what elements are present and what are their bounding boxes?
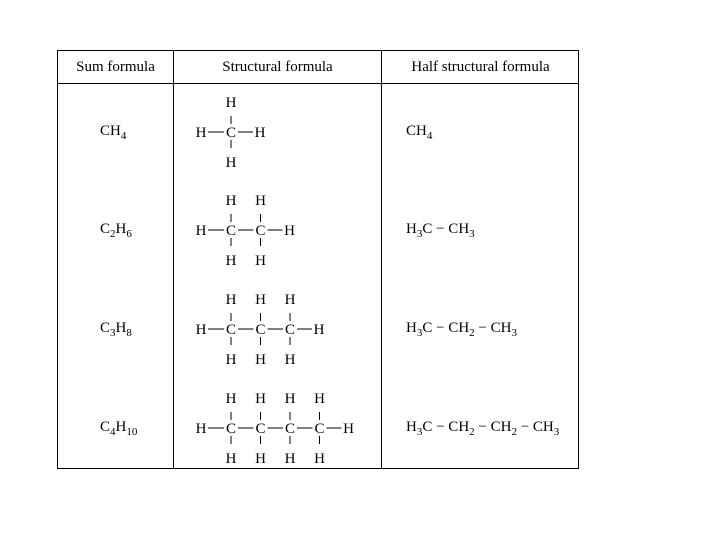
hydrogen-atom: H: [195, 421, 207, 437]
hydrogen-atom: H: [255, 292, 266, 308]
sum-formula-subscript: 6: [126, 228, 132, 240]
carbon-atom: C: [225, 421, 237, 437]
sum-formula-text: C: [100, 419, 111, 435]
hydrogen-atom: H: [195, 125, 207, 141]
half-structural-formula-subscript: 2: [511, 426, 517, 438]
hydrogen-atom: H: [195, 322, 207, 338]
half-structural-formula-subscript: 3: [469, 228, 475, 240]
hydrogen-atom: H: [195, 223, 207, 239]
hydrogen-atom: H: [225, 391, 237, 407]
half-structural-formula-text: − CH: [516, 419, 554, 435]
hydrogen-atom: H: [284, 223, 295, 239]
hydrogen-atom: H: [255, 253, 266, 269]
alkane-formula-table: [57, 50, 579, 469]
half-structural-formula-text: H: [406, 320, 417, 336]
half-structural-formula-subscript: 3: [511, 327, 517, 339]
carbon-atom: C: [225, 223, 237, 239]
sum-formula-subscript: 8: [126, 327, 132, 339]
hydrogen-atom: H: [225, 155, 237, 171]
sum-formula-text: C: [100, 221, 111, 237]
sum-formula-text: H: [115, 419, 127, 435]
half-structural-formula-subscript: 3: [416, 426, 423, 438]
hydrogen-atom: H: [343, 421, 354, 437]
hydrogen-atom: H: [225, 193, 237, 209]
hydrogen-atom: H: [225, 95, 237, 111]
header-structural-formula: Structural formula: [222, 59, 333, 75]
carbon-atom: C: [255, 322, 266, 338]
hydrogen-atom: H: [284, 451, 296, 467]
half-structural-formula-text: C − CH: [422, 221, 470, 237]
hydrogen-atom: H: [313, 322, 325, 338]
structural-formula-4: [58, 51, 580, 470]
hydrogen-atom: H: [255, 193, 266, 209]
carbon-atom: C: [225, 125, 237, 141]
carbon-atom: C: [284, 421, 296, 437]
carbon-atom: C: [255, 421, 266, 437]
half-structural-formula-text: H: [406, 221, 417, 237]
sum-formula-subscript: 10: [126, 426, 138, 438]
half-structural-formula-subscript: 3: [416, 327, 423, 339]
half-structural-formula-text: CH: [406, 123, 427, 139]
sum-formula-text: CH: [100, 123, 121, 139]
hydrogen-atom: H: [225, 451, 237, 467]
half-structural-formula-text: C − CH: [422, 419, 470, 435]
half-structural-formula-subscript: 2: [469, 327, 475, 339]
header-half-structural-formula: Half structural formula: [411, 59, 550, 75]
hydrogen-atom: H: [225, 352, 237, 368]
hydrogen-atom: H: [254, 125, 266, 141]
sum-formula-subscript: 4: [120, 130, 127, 142]
hydrogen-atom: H: [284, 292, 296, 308]
half-structural-formula-subscript: 4: [426, 130, 433, 142]
carbon-atom: C: [284, 322, 296, 338]
header-sum-formula: Sum formula: [76, 59, 155, 75]
half-structural-formula-subscript: 3: [416, 228, 423, 240]
carbon-atom: C: [314, 421, 325, 437]
sum-formula-subscript: 3: [110, 327, 116, 339]
half-structural-formula-subscript: 3: [553, 426, 560, 438]
hydrogen-atom: H: [225, 253, 237, 269]
carbon-atom: C: [225, 322, 237, 338]
hydrogen-atom: H: [255, 391, 266, 407]
sum-formula-text: H: [115, 320, 127, 336]
hydrogen-atom: H: [314, 391, 325, 407]
half-structural-formula-text: − CH: [474, 320, 512, 336]
sum-formula-text: H: [115, 221, 127, 237]
sum-formula-text: C: [100, 320, 111, 336]
hydrogen-atom: H: [284, 391, 296, 407]
hydrogen-atom: H: [255, 352, 266, 368]
hydrogen-atom: H: [284, 352, 296, 368]
sum-formula-subscript: 4: [110, 426, 116, 438]
half-structural-formula-text: H: [406, 419, 417, 435]
carbon-atom: C: [255, 223, 266, 239]
hydrogen-atom: H: [314, 451, 325, 467]
hydrogen-atom: H: [225, 292, 237, 308]
hydrogen-atom: H: [255, 451, 266, 467]
half-structural-formula-subscript: 2: [469, 426, 475, 438]
half-structural-formula-text: C − CH: [422, 320, 470, 336]
half-structural-formula-text: − CH: [474, 419, 512, 435]
sum-formula-subscript: 2: [110, 228, 116, 240]
